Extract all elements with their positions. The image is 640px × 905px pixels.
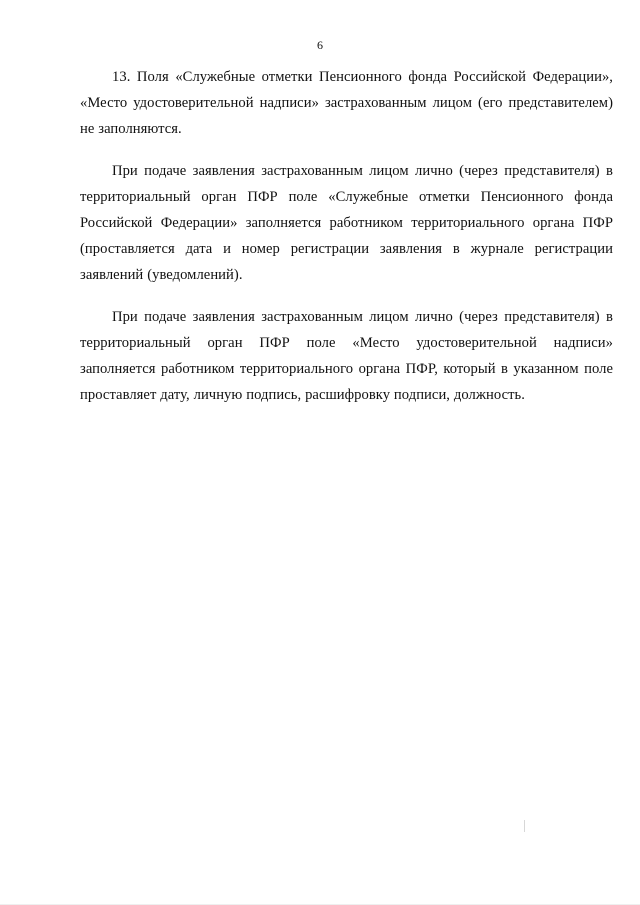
paragraph-service-marks: При подаче заявления застрахованным лицом лично (через представителя) в территориальный орган ПФР поле «Служебные отметки Пенсионного фонда Российской Федерации» заполняется работником территориального органа ПФР (проставляется дата и номер регистрации заявления в журнале регистрации заявлений (уведомлений). — [80, 163, 613, 283]
paragraph-13: 13. Поля «Служебные отметки Пенсионного фонда Российской Федерации», «Место удостоверительной надписи» застрахованным лицом (его представителем) не заполняются. — [80, 69, 613, 137]
document-body — [80, 64, 613, 408]
paragraph-certification-place: При подаче заявления застрахованным лицом лично (через представителя) в территориальный орган ПФР поле «Место удостоверительной надписи» заполняется работником территориального органа ПФР, который в указанном поле проставляет дату, личную подпись, расшифровку подписи, должность. — [80, 309, 613, 403]
page-number: 6 — [317, 38, 323, 52]
scan-mark — [524, 820, 525, 832]
